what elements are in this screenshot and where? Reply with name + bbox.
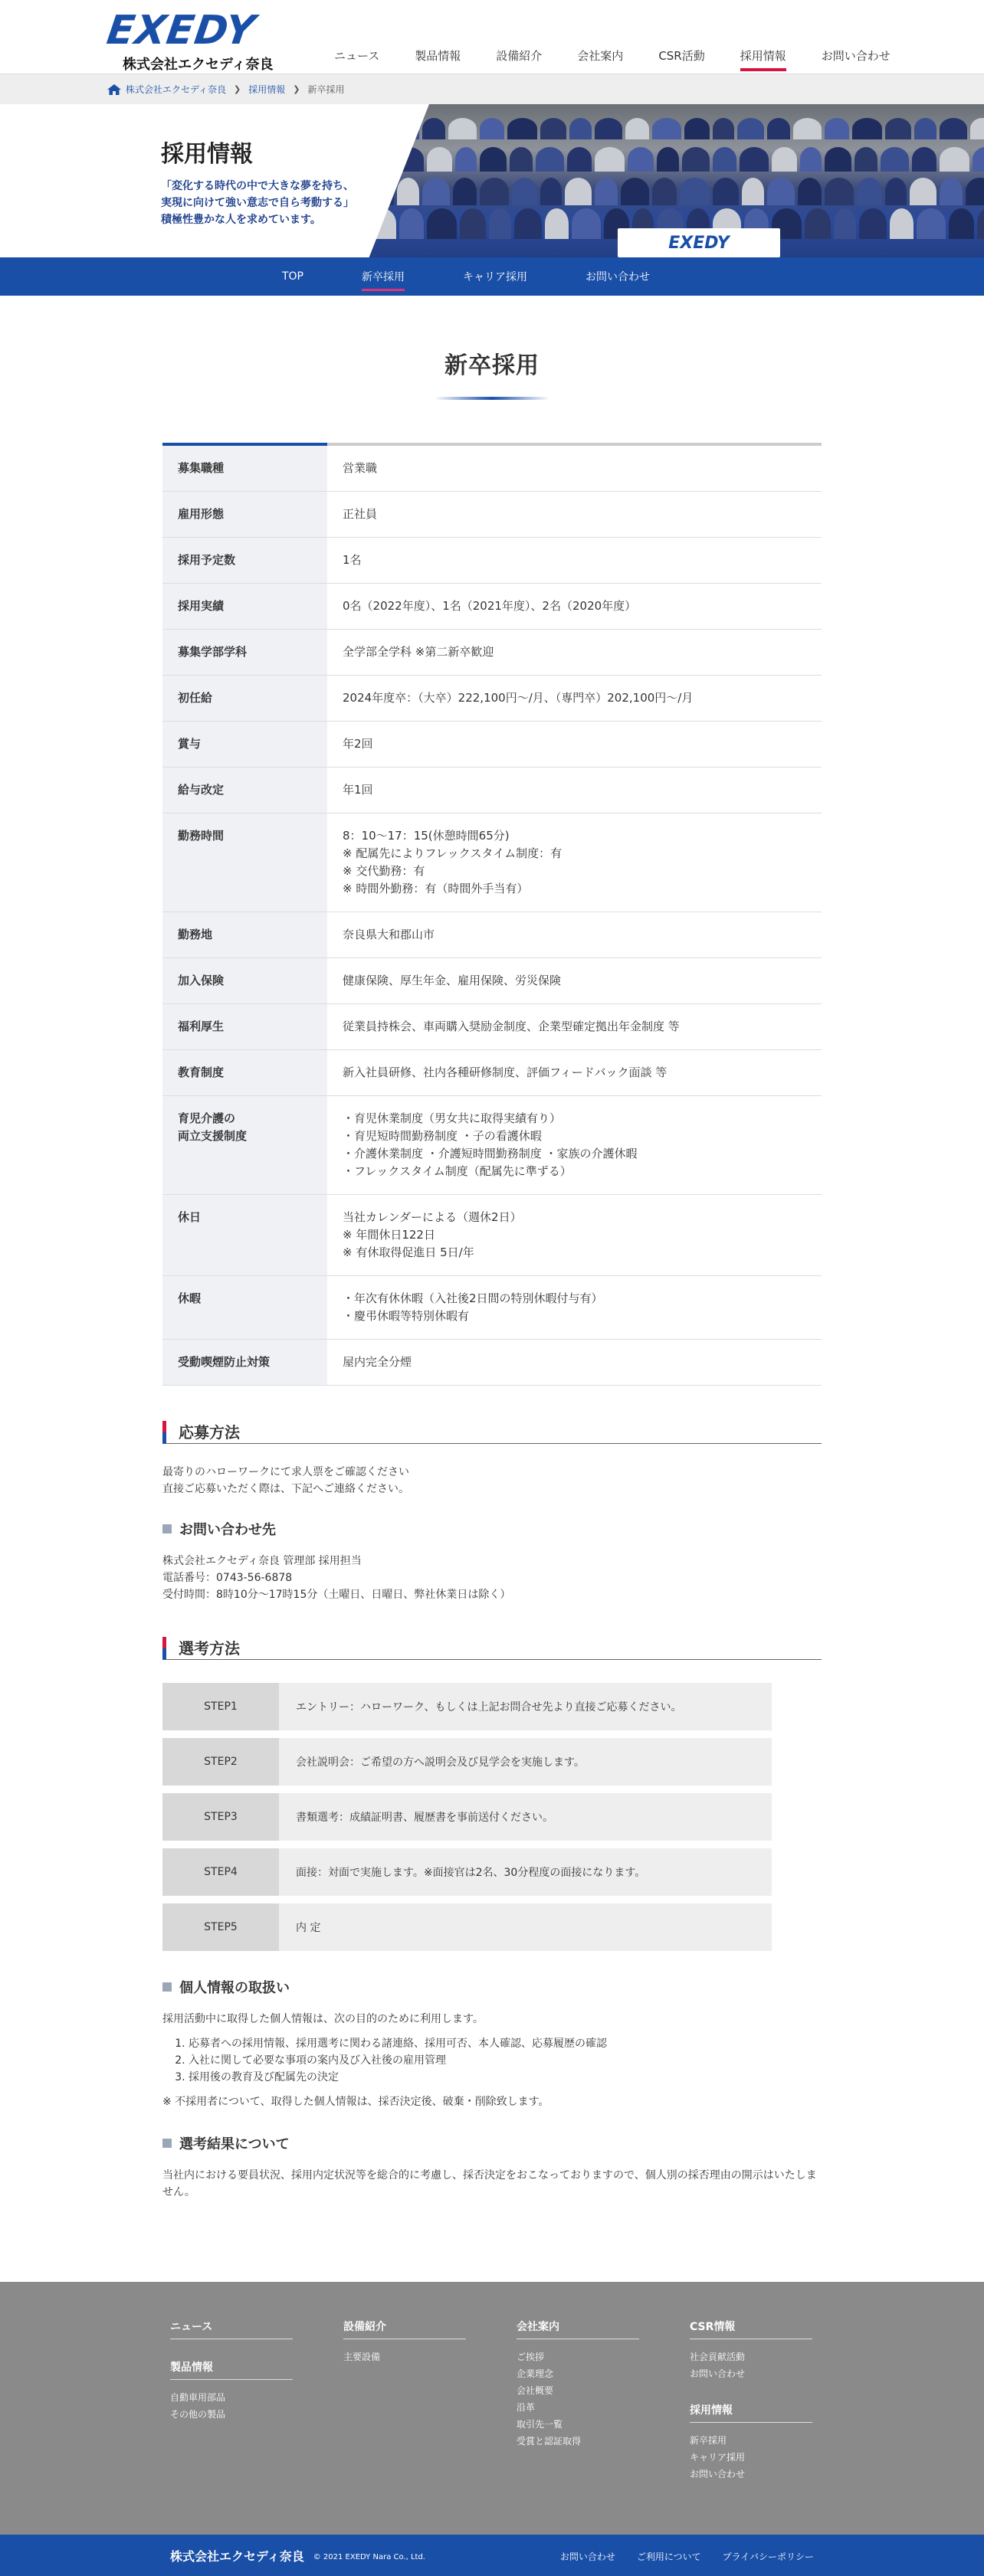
footer-link[interactable]: ご挨拶 [517,2352,545,2362]
list-item: 2. 入社に関して必要な事項の案内及び入社後の雇用管理 [189,2052,822,2069]
requirement-value: 0名（2022年度）、1名（2021年度）、2名（2020年度） [327,584,822,630]
nav-company[interactable]: 会社案内 [577,49,624,63]
breadcrumb-home[interactable]: 株式会社エクセディ奈良 [126,84,227,95]
table-row [162,492,822,538]
square-bullet-icon [162,2139,172,2148]
requirement-label: 受動喫煙防止対策 [162,1340,327,1386]
requirement-value: 正社員 [327,492,822,538]
footer-heading-recruit[interactable]: 採用情報 [690,2402,812,2423]
site-footer [0,2282,984,2535]
footer-link[interactable]: お問い合わせ [690,2368,746,2379]
selection-heading: 選考方法 [162,1637,822,1660]
privacy-note: ※ 不採用者について、取得した個人情報は、採否決定後、破棄・削除致します。 [162,2096,549,2108]
requirement-label: 初任給 [162,676,327,722]
recruit-subnav [0,257,984,296]
footer-link[interactable]: キャリア採用 [690,2452,746,2463]
privacy-purpose-list [162,2035,822,2086]
requirement-value: 新入社員研修、社内各種研修制度、評価フィードバック面談 等 [327,1050,822,1096]
table-row [162,1195,822,1276]
footer-company-name: 株式会社エクセディ奈良 [170,2548,304,2564]
footer-bottom-links [539,2550,814,2563]
requirement-value: ・育児休業制度（男女共に取得実績有り） ・育児短時間勤務制度 ・子の看護休暇 ・介護休業制度 ・介護短時間勤務制度 ・家族の介護休暇 ・フレックスタイム制度（配属先に準ずる） [327,1096,822,1195]
subnav-contact[interactable]: お問い合わせ [585,271,650,283]
requirement-value: 2024年度卒：（大卒）222,100円～/月、（専門卒）202,100円～/月 [327,676,822,722]
table-row [162,768,822,813]
step-text: 会社説明会：ご希望の方へ説明会及び見学会を実施します。 [279,1738,772,1786]
hero-title: 採用情報 [161,141,253,168]
footer-link[interactable]: その他の製品 [170,2409,226,2420]
step-text: エントリー：ハローワーク、もしくは上記お問合せ先より直接ご応募ください。 [279,1683,772,1730]
list-item: 1. 応募者への採用情報、採用選考に関わる諸連絡、採用可否、本人確認、応募履歴の確認 [189,2035,822,2052]
footer-link-contact[interactable]: お問い合わせ [559,2551,615,2562]
requirement-label: 勤務時間 [162,813,327,912]
requirement-label: 採用予定数 [162,538,327,584]
apply-text: 最寄りのハローワークにて求人票をご確認ください 直接ご応募いただく際は、下記へご連絡ください。 [162,1466,409,1495]
footer-col-company [517,2319,639,2450]
contact-heading: お問い合わせ先 [162,1519,822,1539]
contact-text: 株式会社エクセディ奈良 管理部 採用担当 電話番号：0743-56-6878 受付時間：8時10分～17時15分（土曜日、日曜日、弊社休業日は除く） [162,1555,511,1601]
footer-col-news [170,2319,293,2423]
requirement-value: 従業員持株会、車両購入奨励金制度、企業型確定拠出年金制度 等 [327,1004,822,1050]
step-row [162,1903,772,1951]
square-bullet-icon [162,1982,172,1992]
footer-heading-csr[interactable]: CSR情報 [690,2319,812,2339]
nav-csr[interactable]: CSR活動 [658,49,705,63]
requirement-value: 年2回 [327,722,822,768]
table-row [162,912,822,958]
requirement-label: 福利厚生 [162,1004,327,1050]
footer-link[interactable]: 沿革 [517,2402,536,2413]
requirement-value: ・年次有休休暇（入社後2日間の特別休暇付与有） ・慶弔休暇等特別休暇有 [327,1276,822,1340]
photo-company-sign: EXEDY [618,228,780,257]
requirement-label: 休日 [162,1195,327,1276]
footer-heading-company[interactable]: 会社案内 [517,2319,639,2339]
footer-link[interactable]: 企業理念 [517,2368,554,2379]
copyright: © 2021 EXEDY Nara Co., Ltd. [313,2552,425,2561]
title-underline [435,397,549,400]
table-row [162,1050,822,1096]
apply-heading: 応募方法 [162,1421,822,1444]
table-row [162,1276,822,1340]
footer-link[interactable]: 受賞と認証取得 [517,2436,582,2447]
step-text: 内 定 [279,1903,772,1951]
footer-link[interactable]: お問い合わせ [690,2469,746,2479]
results-heading: 選考結果について [162,2133,822,2153]
footer-link[interactable]: 新卒採用 [690,2435,727,2446]
step-row [162,1793,772,1841]
footer-link-terms[interactable]: ご利用について [636,2551,701,2562]
table-row [162,630,822,676]
step-row [162,1683,772,1730]
footer-link[interactable]: 主要設備 [343,2352,381,2362]
chevron-right-icon: ❯ [234,84,241,94]
footer-link[interactable]: 会社概要 [517,2385,554,2396]
requirement-value: 1名 [327,538,822,584]
subnav-new-graduate[interactable]: 新卒採用 [362,269,405,284]
logo-wordmark: EXEDY [103,8,259,54]
step-text: 面接：対面で実施します。※面接官は2名、30分程度の面接になります。 [279,1848,772,1896]
step-number: STEP5 [162,1903,279,1951]
step-number: STEP1 [162,1683,279,1730]
requirement-label: 給与改定 [162,768,327,813]
results-text: 当社内における要員状況、採用内定状況等を総合的に考慮し、採否決定をおこなっておりますので、個人別の採否理由の開示はいたしません。 [162,2169,817,2198]
table-row [162,722,822,768]
footer-heading-news[interactable]: ニュース [170,2319,293,2339]
table-row [162,584,822,630]
footer-link[interactable]: 自動車用部品 [170,2392,226,2403]
site-logo[interactable] [103,8,299,74]
requirements-table [162,446,822,1386]
step-number: STEP3 [162,1793,279,1841]
footer-link-privacy[interactable]: プライバシーポリシー [722,2551,814,2562]
selection-steps [162,1683,772,1951]
table-row [162,813,822,912]
requirement-label: 勤務地 [162,912,327,958]
table-row [162,1096,822,1195]
requirement-value: 屋内完全分煙 [327,1340,822,1386]
step-number: STEP2 [162,1738,279,1786]
requirement-label: 育児介護の 両立支援制度 [162,1096,327,1195]
square-bullet-icon [162,1524,172,1533]
requirement-label: 採用実績 [162,584,327,630]
table-row [162,958,822,1004]
nav-products[interactable]: 製品情報 [415,49,461,63]
home-icon [107,84,121,95]
requirement-value: 健康保険、厚生年金、雇用保険、労災保険 [327,958,822,1004]
requirement-value: 奈良県大和郡山市 [327,912,822,958]
requirement-label: 休暇 [162,1276,327,1340]
step-text: 書類選考：成績証明書、履歴書を事前送付ください。 [279,1793,772,1841]
chevron-right-icon: ❯ [293,84,300,94]
requirement-value: 年1回 [327,768,822,813]
footer-link[interactable]: 社会貢献活動 [690,2352,746,2362]
requirement-value: 8：10～17：15(休憩時間65分) ※ 配属先によりフレックスタイム制度：有 ※ 交代勤務：有 ※ 時間外勤務：有（時間外手当有） [327,813,822,912]
table-row [162,676,822,722]
list-item: 3. 採用後の教育及び配属先の決定 [189,2069,822,2086]
footer-heading-products[interactable]: 製品情報 [170,2359,293,2380]
breadcrumb-current: 新卒採用 [307,84,345,95]
table-row [162,1340,822,1386]
requirement-label: 募集学部学科 [162,630,327,676]
requirement-label: 雇用形態 [162,492,327,538]
nav-contact[interactable]: お問い合わせ [821,49,891,63]
subnav-career[interactable]: キャリア採用 [463,271,527,283]
nav-recruit[interactable]: 採用情報 [740,47,786,70]
footer-link[interactable]: 取引先一覧 [517,2419,563,2430]
footer-heading-facilities[interactable]: 設備紹介 [343,2319,466,2339]
privacy-heading: 個人情報の取扱い [162,1977,822,1997]
footer-col-csr [690,2319,812,2483]
step-row [162,1738,772,1786]
table-row [162,538,822,584]
requirement-value: 営業職 [327,446,822,492]
requirement-label: 加入保険 [162,958,327,1004]
requirement-label: 教育制度 [162,1050,327,1096]
site-header [0,0,984,74]
requirement-label: 募集職種 [162,446,327,492]
table-row [162,1004,822,1050]
requirement-value: 全学部全学科 ※第二新卒歓迎 [327,630,822,676]
requirement-label: 賞与 [162,722,327,768]
subnav-top[interactable]: TOP [281,270,303,283]
step-number: STEP4 [162,1848,279,1896]
page-title: 新卒採用 [444,352,540,379]
breadcrumb-recruit[interactable]: 採用情報 [248,84,286,95]
logo-company-name: 株式会社エクセディ奈良 [123,57,274,73]
hero-banner [0,104,984,257]
table-row [162,446,822,492]
footer-bar [0,2535,984,2576]
privacy-intro: 採用活動中に取得した個人情報は、次の目的のために利用します。 [162,2013,484,2025]
step-row [162,1848,772,1896]
footer-col-facilities [343,2319,466,2365]
nav-facilities[interactable]: 設備紹介 [496,49,543,63]
main-content [162,296,822,2201]
requirement-value: 当社カレンダーによる（週休2日） ※ 年間休日122日 ※ 有休取得促進日 5日/年 [327,1195,822,1276]
breadcrumb [0,74,984,104]
nav-news[interactable]: ニュース [334,49,380,63]
hero-lead: 「変化する時代の中で大きな夢を持ち、 実現に向けて強い意志で自ら考動する」 積極性豊かな人を求めています。 [161,180,354,226]
global-nav [334,47,926,70]
